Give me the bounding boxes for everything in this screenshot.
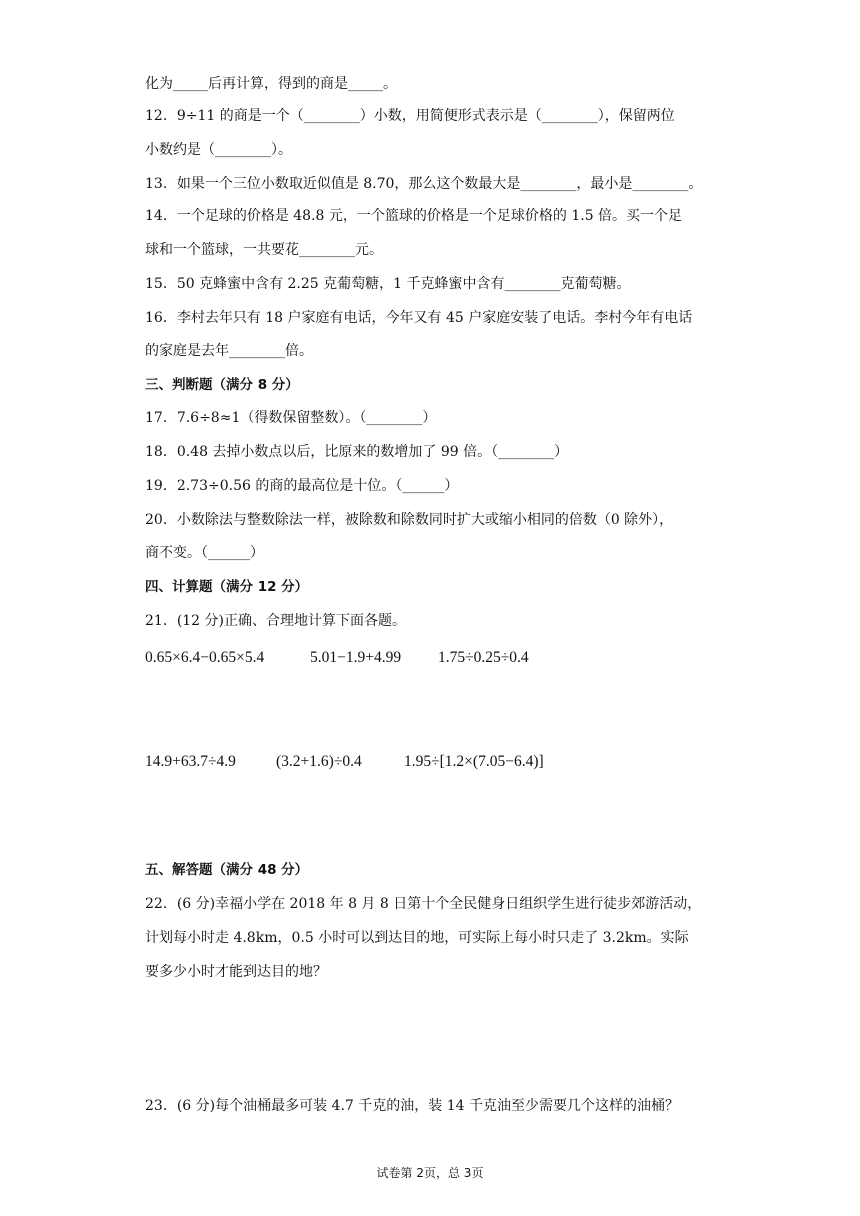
question-19: 19．2.73÷0.56 的商的最高位是十位。（______） — [145, 478, 459, 494]
question-16-line2: 的家庭是去年________倍。 — [145, 343, 313, 359]
question-18: 18．0.48 去掉小数点以后，比原来的数增加了 99 倍。（________） — [145, 444, 569, 460]
question-14-line1: 14．一个足球的价格是 48.8 元，一个篮球的价格是一个足球价格的 1.5 倍。买一个足 — [145, 208, 683, 224]
page-footer: 试卷第 2页，总 3页 — [376, 1166, 484, 1180]
question-15: 15．50 克蜂蜜中含有 2.25 克葡萄糖，1 千克蜂蜜中含有________克葡萄糖。 — [145, 276, 631, 292]
question-20-line1: 20．小数除法与整数除法一样，被除数和除数同时扩大或缩小相同的倍数（0 除外）， — [145, 512, 674, 528]
expression-4: 14.9+63.7÷4.9 — [145, 753, 236, 770]
question-12-line1: 12．9÷11 的商是一个（________）小数，用简便形式表示是（________），保留两位 — [145, 108, 675, 124]
question-13: 13．如果一个三位小数取近似值是 8.70，那么这个数最大是________，最小是________。 — [145, 176, 703, 192]
question-14-line2: 球和一个篮球，一共要花________元。 — [145, 242, 383, 258]
expression-2: 5.01−1.9+4.99 — [310, 649, 402, 666]
expression-5: (3.2+1.6)÷0.4 — [276, 753, 362, 770]
section-3-heading: 三、判断题（满分 8 分） — [145, 377, 299, 393]
expression-1: 0.65×6.4−0.65×5.4 — [145, 649, 265, 666]
question-21: 21．(12 分)正确、合理地计算下面各题。 — [145, 613, 407, 629]
question-22-line3: 要多少小时才能到达目的地？ — [145, 964, 327, 980]
line-11-cont: 化为_____后再计算，得到的商是_____。 — [145, 76, 397, 92]
expression-6: 1.95÷[1.2×(7.05−6.4)] — [404, 753, 544, 770]
question-22-line2: 计划每小时走 4.8km，0.5 小时可以到达目的地，可实际上每小时只走了 3.2km。实际 — [145, 930, 689, 946]
question-16-line1: 16．李村去年只有 18 户家庭有电话，今年又有 45 户家庭安装了电话。李村今年有电话 — [145, 310, 693, 326]
question-20-line2: 商不变。（______） — [145, 545, 264, 561]
question-12-line2: 小数约是（________）。 — [145, 142, 292, 158]
expression-3: 1.75÷0.25÷0.4 — [438, 649, 529, 666]
question-17: 17．7.6÷8≈1（得数保留整数）。（________） — [145, 410, 437, 426]
section-5-heading: 五、解答题（满分 48 分） — [145, 862, 309, 878]
question-22-line1: 22．(6 分)幸福小学在 2018 年 8 月 8 日第十个全民健身日组织学生进行徒步郊游活动， — [145, 896, 702, 912]
section-4-heading: 四、计算题（满分 12 分） — [145, 579, 309, 595]
question-23: 23．(6 分)每个油桶最多可装 4.7 千克的油，装 14 千克油至少需要几个这样的油桶？ — [145, 1098, 679, 1114]
